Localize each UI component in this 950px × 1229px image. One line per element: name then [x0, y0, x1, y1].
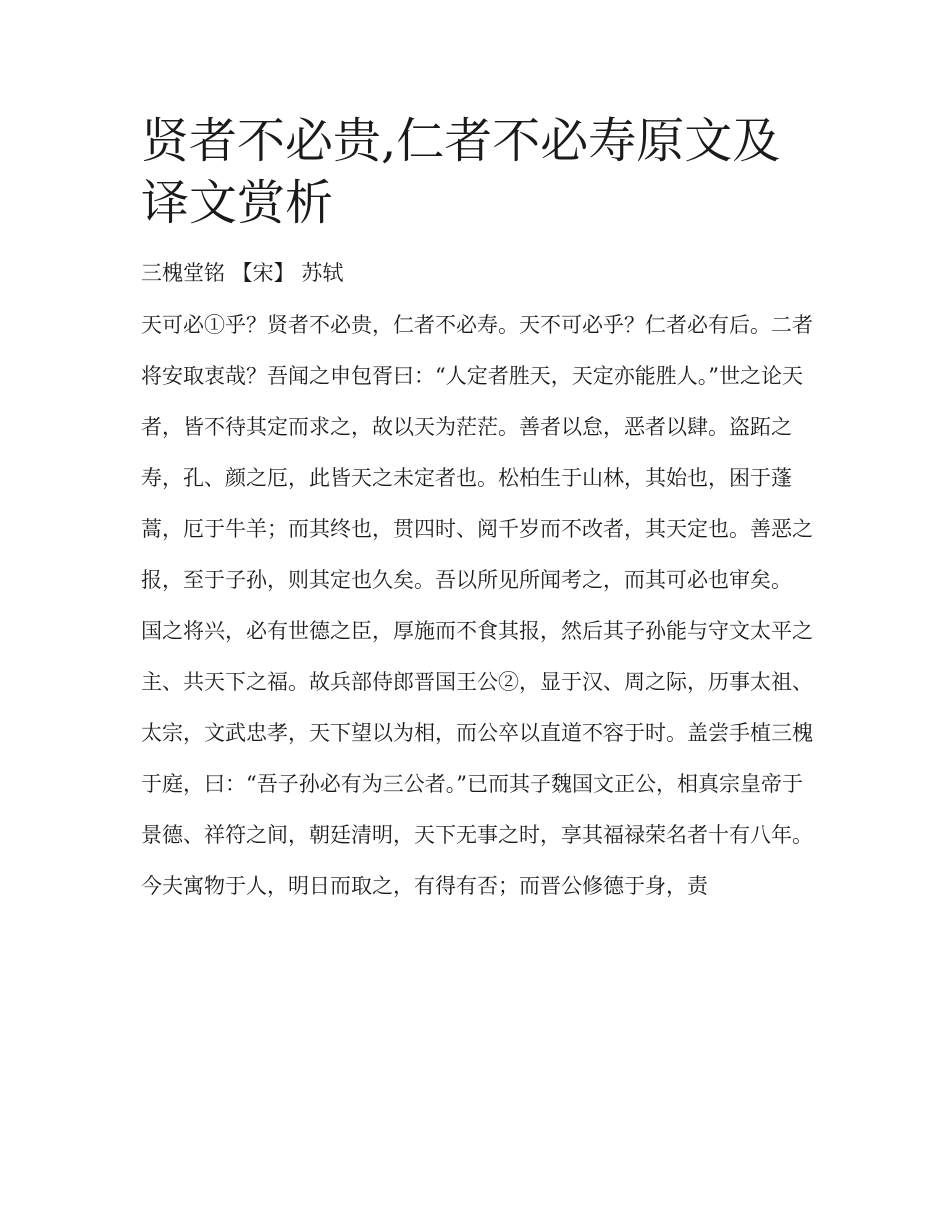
paragraph-2: 国之将兴，必有世德之臣，厚施而不食其报，然后其子孙能与守文太平之主、共天下之福。故兵部侍郎晋国王公②，显于汉、周之际，历事太祖、太宗，文武忠孝，天下望以为相，而公卒以直道不容于时。盖尝手植三槐于庭，曰：“吾子孙必有为三公者。”已而其子魏国文正公，相真宗皇帝于景德、祥符之间，朝廷清明，天下无事之时，享其福禄荣名者十有八年。今夫寓物于人，明日而取之，有得有否；而晋公修德于身，责	[141, 619, 813, 898]
document-title: 贤者不必贵,仁者不必寿原文及译文赏析	[141, 113, 781, 231]
paragraph-1: 天可必①乎？贤者不必贵，仁者不必寿。天不可必乎？仁者必有后。二者将安取衷哉？吾闻之申包胥曰：“人定者胜天，天定亦能胜人。”世之论天者，皆不待其定而求之，故以天为茫茫。善者以怠，恶者以肆。盗跖之寿，孔、颜之厄，此皆天之未定者也。松柏生于山林，其始也，困于蓬蒿，厄于牛羊；而其终也，贯四时、阅千岁而不改者，其天定也。善恶之报，至于子孙，则其定也久矣。吾以所见所闻考之，而其可必也审矣。	[141, 313, 813, 592]
document-page	[141, 110, 821, 912]
document-byline: 三槐堂铭 【宋】 苏轼	[141, 261, 344, 285]
